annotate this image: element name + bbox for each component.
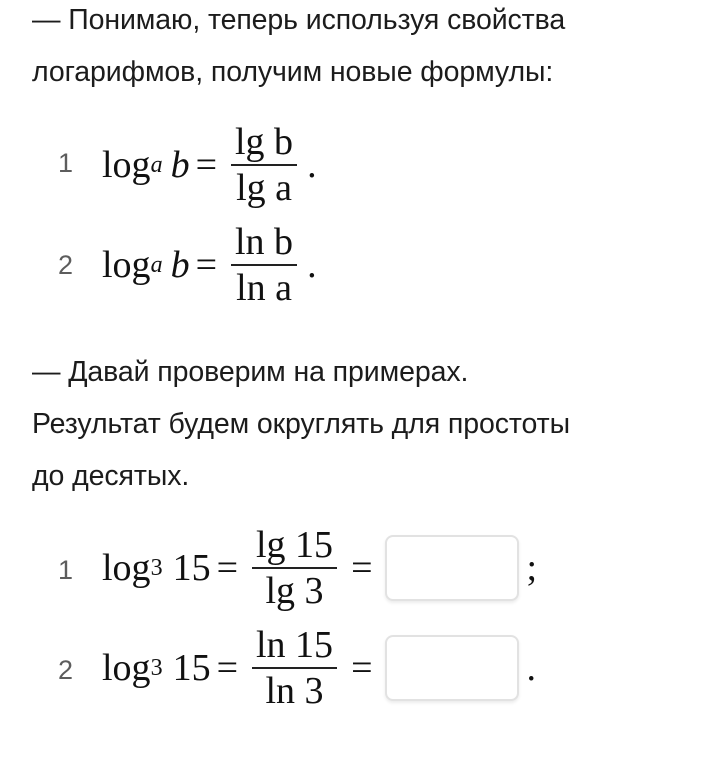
fraction — [252, 523, 337, 613]
log-argument: b — [170, 144, 190, 186]
check-line-2: Результат будем округлять для простоты — [32, 408, 570, 440]
fraction — [231, 220, 297, 310]
equals-sign: = — [216, 547, 238, 589]
example-number: 2 — [58, 655, 74, 685]
fraction-denominator: ln 3 — [265, 670, 324, 712]
intro-paragraph — [32, 0, 692, 98]
fraction-numerator: ln b — [235, 221, 294, 263]
log-argument: 15 — [172, 547, 211, 589]
formula-number: 2 — [58, 250, 74, 280]
intro-line-1: — Понимаю, теперь используя свойства — [32, 4, 566, 36]
formula-number: 1 — [58, 148, 74, 178]
log-word: log — [102, 647, 151, 689]
end-punctuation: . — [307, 244, 317, 286]
log-argument: b — [170, 244, 190, 286]
log-word: log — [102, 547, 151, 589]
equals-sign: = — [195, 144, 217, 186]
fraction-denominator: ln a — [236, 267, 292, 309]
fraction — [231, 120, 297, 210]
fraction-denominator: lg 3 — [265, 570, 324, 612]
equals-sign-2: = — [351, 647, 373, 689]
equals-sign-2: = — [351, 547, 373, 589]
intro-line-2: логарифмов, получим новые формулы: — [32, 56, 554, 88]
check-paragraph — [32, 346, 692, 502]
check-line-1: — Давай проверим на примерах. — [32, 356, 469, 388]
log-argument: 15 — [172, 647, 211, 689]
end-punctuation: . — [526, 647, 536, 689]
fraction-numerator: lg 15 — [256, 524, 334, 566]
end-punctuation: ; — [526, 547, 538, 589]
fraction — [252, 623, 337, 713]
example-number: 1 — [58, 555, 74, 585]
equals-sign: = — [216, 647, 238, 689]
fraction-denominator: lg a — [236, 167, 292, 209]
check-line-3: до десятых. — [32, 460, 190, 492]
equals-sign: = — [195, 244, 217, 286]
log-word: log — [102, 244, 151, 286]
fraction-numerator: lg b — [235, 121, 294, 163]
fraction-numerator: ln 15 — [256, 624, 334, 666]
end-punctuation: . — [307, 144, 317, 186]
answer-input-2[interactable] — [385, 635, 519, 701]
log-word: log — [102, 144, 151, 186]
answer-input-1[interactable] — [385, 535, 519, 601]
